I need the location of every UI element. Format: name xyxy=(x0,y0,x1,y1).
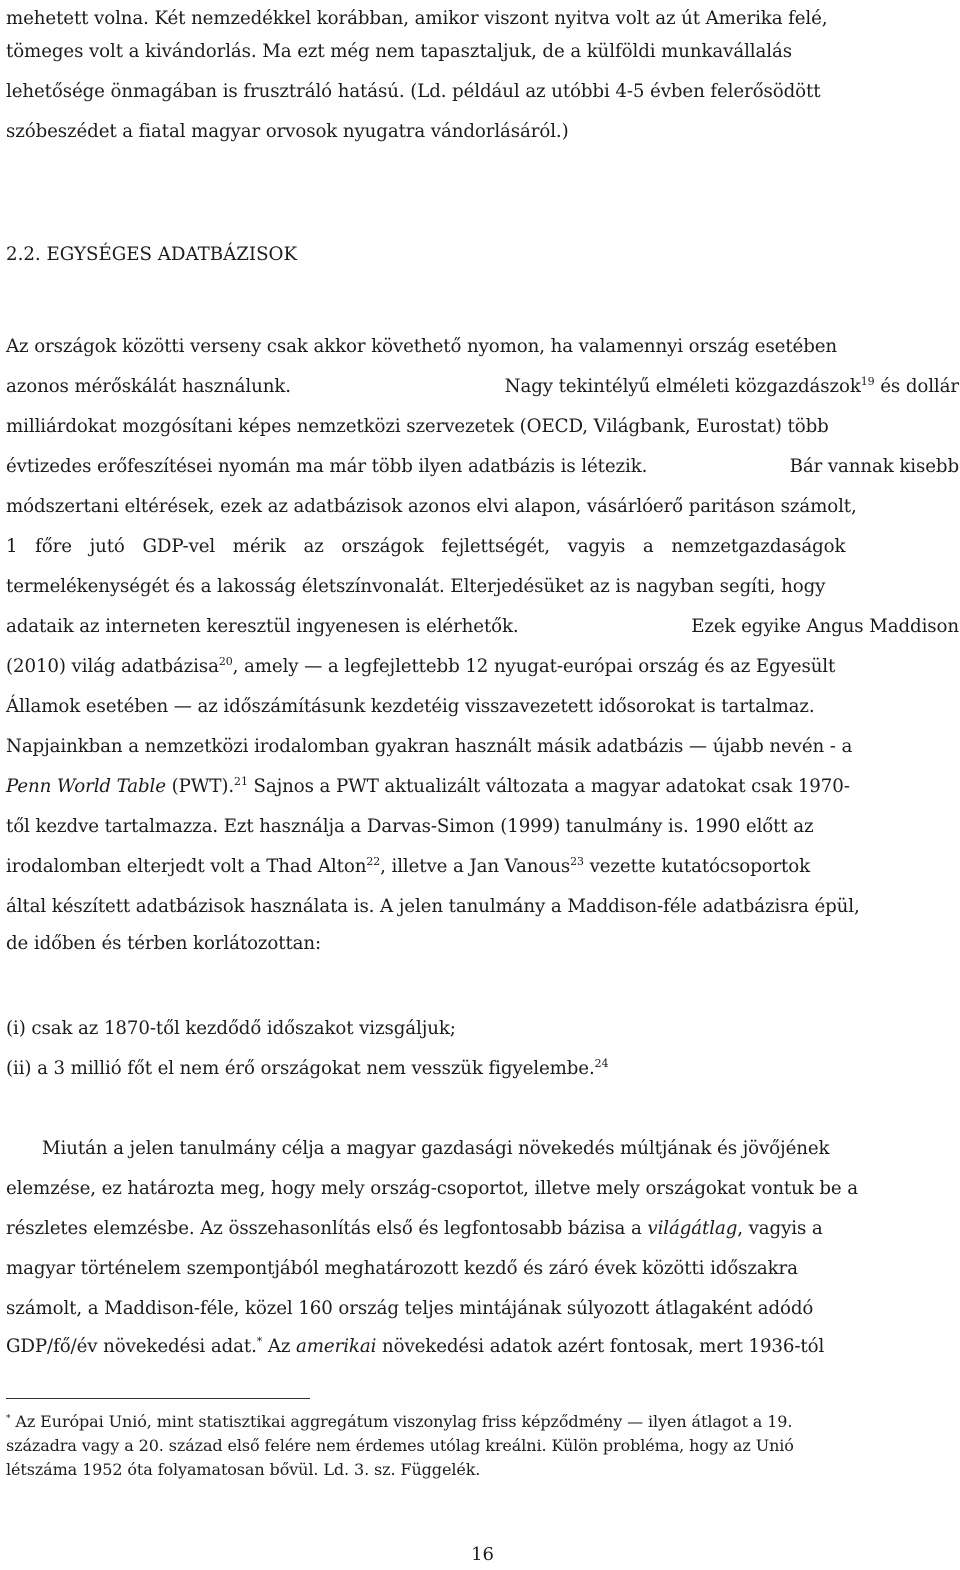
text: vezette kutatócsoportok xyxy=(583,856,811,877)
text-line xyxy=(6,929,959,959)
text: részletes elemzésbe. Az összehasonlítás első és legfontosabb bázisa a xyxy=(6,1218,648,1239)
text-line xyxy=(6,4,959,34)
italic-text: amerikai xyxy=(296,1336,377,1357)
text: től kezdve tartalmazza. Ezt használja a Darvas-Simon (1999) tanulmány is. 1990 előtt az xyxy=(6,816,814,837)
footnote-ref: 23 xyxy=(570,855,584,868)
text-line xyxy=(6,1134,959,1164)
text-line xyxy=(6,772,959,802)
text: , illetve a Jan Vanous xyxy=(380,856,571,877)
list-item xyxy=(6,1054,959,1084)
text-line xyxy=(6,412,959,442)
text-line xyxy=(6,332,959,362)
text-line xyxy=(6,652,959,682)
text-line xyxy=(6,532,959,562)
footnote-ref: 20 xyxy=(218,655,233,668)
text: de időben és térben korlátozottan: xyxy=(6,933,322,954)
footnote-marker: * xyxy=(6,1414,11,1424)
text: GDP/fő/év növekedési adat. xyxy=(6,1336,257,1357)
text: és dollár xyxy=(874,376,959,397)
footnote-line xyxy=(6,1434,959,1458)
footnote-line xyxy=(6,1410,959,1434)
footnote-ref: 19 xyxy=(860,375,875,388)
text-line xyxy=(6,572,959,602)
text-line xyxy=(6,1294,959,1324)
text-line xyxy=(6,492,959,522)
text: mehetett volna. Két nemzedékkel korábban, amikor viszont nyitva volt az út Amerika felé, xyxy=(6,8,828,29)
text: (i) csak az 1870-től kezdődő időszakot vizsgáljuk; xyxy=(6,1018,456,1039)
text: Az xyxy=(262,1336,297,1357)
text: , amely — a legfejlettebb 12 nyugat-európai ország és az Egyesült xyxy=(232,656,836,677)
footnote-ref: 22 xyxy=(366,855,381,868)
text: (2010) világ adatbázisa xyxy=(6,656,219,677)
text-line xyxy=(6,892,959,922)
text: Az országok közötti verseny csak akkor követhető nyomon, ha valamennyi ország esetében xyxy=(6,336,838,357)
text: Sajnos a PWT aktualizált változata a magyar adatokat csak 1970- xyxy=(247,776,850,797)
text-line xyxy=(6,852,959,882)
text-line xyxy=(6,812,959,842)
text: tömeges volt a kivándorlás. Ma ezt még nem tapasztaljuk, de a külföldi munkavállalás xyxy=(6,41,792,62)
text: Az Európai Unió, mint statisztikai aggregátum viszonylag friss képződmény — ilyen átlagot a 19. xyxy=(10,1412,793,1431)
italic-text: Penn World Table xyxy=(6,776,166,797)
section-heading xyxy=(6,240,959,270)
text: (PWT). xyxy=(165,776,235,797)
text: Államok esetében — az időszámításunk kezdetéig visszavezetett idősorokat is tartalmaz. xyxy=(6,696,815,717)
footnote-ref: * xyxy=(256,1335,263,1348)
text: századra vagy a 20. század első felére nem érdemes utólag kreálni. Külön probléma, hogy az Unió xyxy=(6,1436,794,1455)
text: Bár vannak kisebb xyxy=(789,456,959,477)
text-line xyxy=(6,37,959,67)
text-line xyxy=(6,1332,959,1362)
text-line xyxy=(6,612,959,642)
text: lehetősége önmagában is frusztráló hatású. (Ld. például az utóbbi 4-5 évben felerősödött xyxy=(6,81,821,102)
text-line xyxy=(6,77,959,107)
text: létszáma 1952 óta folyamatosan bővül. Ld. 3. sz. Függelék. xyxy=(6,1460,481,1479)
text: számolt, a Maddison-féle, közel 160 ország teljes mintájának súlyozott átlagaként adódó xyxy=(6,1298,814,1319)
text: , vagyis a xyxy=(737,1218,823,1239)
footnote-divider xyxy=(6,1398,310,1399)
text: évtizedes erőfeszítései nyomán ma már több ilyen adatbázis is létezik. xyxy=(6,456,648,477)
italic-text: világátlag xyxy=(647,1218,738,1239)
text: milliárdokat mozgósítani képes nemzetközi szervezetek (OECD, Világbank, Eurostat) több xyxy=(6,416,829,437)
footnote-ref: 21 xyxy=(234,775,248,788)
text-line xyxy=(6,1174,959,1204)
footnote-ref: 24 xyxy=(594,1057,609,1070)
text: szóbeszédet a fiatal magyar orvosok nyugatra vándorlásáról.) xyxy=(6,121,569,142)
text-line xyxy=(6,372,959,402)
text: azonos mérőskálát használunk. xyxy=(6,376,291,397)
text: magyar történelem szempontjából meghatározott kezdő és záró évek közötti időszakra xyxy=(6,1258,798,1279)
text: által készített adatbázisok használata is. A jelen tanulmány a Maddison-féle adatbázisra épül, xyxy=(6,896,860,917)
text-line xyxy=(6,692,959,722)
text: Napjainkban a nemzetközi irodalomban gyakran használt másik adatbázis — újabb nevén - a xyxy=(6,736,853,757)
text: Nagy tekintélyű elméleti közgazdászok xyxy=(504,376,861,397)
text: termelékenységét és a lakosság életszínvonalát. Elterjedésüket az is nagyban segíti, hogy xyxy=(6,576,826,597)
text: irodalomban elterjedt volt a Thad Alton xyxy=(6,856,367,877)
text: adataik az interneten keresztül ingyenesen is elérhetők. xyxy=(6,616,519,637)
text: módszertani eltérések, ezek az adatbázisok azonos elvi alapon, vásárlóerő paritáson számolt, xyxy=(6,496,857,517)
text-line xyxy=(6,1254,959,1284)
text-line xyxy=(6,732,959,762)
text-group xyxy=(505,372,959,402)
footnote-line xyxy=(6,1458,959,1482)
text-line xyxy=(6,1214,959,1244)
text-line xyxy=(6,117,959,147)
text: elemzése, ez határozta meg, hogy mely ország-csoportot, illetve mely országokat vontuk be a xyxy=(6,1178,858,1199)
section-heading-text: 2.2. EGYSÉGES ADATBÁZISOK xyxy=(6,244,298,265)
text: 1 főre jutó GDP-vel mérik az országok fejlettségét, vagyis a nemzetgazdaságok xyxy=(6,536,846,557)
text: Ezek egyike Angus Maddison xyxy=(691,616,959,637)
text: Miután a jelen tanulmány célja a magyar gazdasági növekedés múltjának és jövőjének xyxy=(42,1138,830,1159)
page-number: 16 xyxy=(471,1544,494,1565)
list-item xyxy=(6,1014,959,1044)
text-line xyxy=(6,452,959,482)
text: (ii) a 3 millió főt el nem érő országokat nem vesszük figyelembe. xyxy=(6,1058,595,1079)
text: növekedési adatok azért fontosak, mert 1936-tól xyxy=(376,1336,825,1357)
